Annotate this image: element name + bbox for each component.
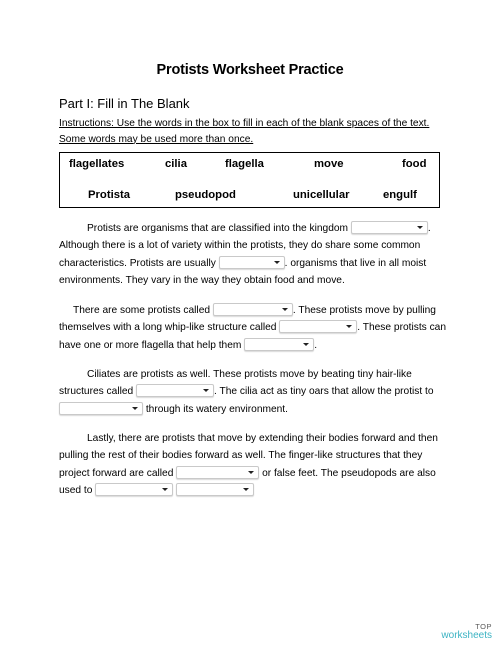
blank-dropdown-1[interactable] [351,221,428,234]
blank-dropdown-3[interactable] [213,303,293,316]
blank-dropdown-7[interactable] [59,402,143,415]
blank-dropdown-5[interactable] [244,338,314,351]
blank-dropdown-6[interactable] [136,384,214,397]
topworksheets-logo[interactable] [436,622,492,640]
paragraph-text: Protists are organisms that are classified into the kingdom [87,223,349,234]
paragraph-text: There are some protists called [73,305,211,316]
word-bank-item: unicellular [293,189,350,201]
word-bank-item: flagella [225,158,264,170]
blank-dropdown-9[interactable] [95,483,173,496]
paragraph-4 [59,430,451,499]
word-bank-item: flagellates [69,158,125,170]
paragraph-text: . The cilia act as tiny oars that allow the protist to [214,386,434,398]
blank-dropdown-2[interactable] [219,256,285,269]
word-bank-item: move [314,158,344,170]
paragraph-text: or false feet. The pseudopods are also used to [59,467,436,496]
word-bank-item: cilia [165,158,187,170]
word-bank-item: food [402,158,427,170]
blank-dropdown-4[interactable] [279,320,357,333]
word-bank-item: Protista [88,189,131,201]
logo-top-text: TOP [475,622,492,631]
paragraph-text: . These protists move by pulling themselves with a long whip-like structure called [59,305,436,334]
paragraph-text: . Although there is a lot of variety within the protists, they do share some common characteristics. Protists are usually [59,223,431,269]
word-bank-item: engulf [383,189,417,201]
paragraph-text: Ciliates are protists as well. These protists move by beating tiny hair-like structures called [59,369,412,398]
paragraph-text: through its watery environment. [145,403,288,415]
instructions: Instructions: Use the words in the box to fill in each of the blank spaces of the text. Some words may be used more than once. [59,118,430,145]
paragraph-3 [59,366,451,418]
blank-dropdown-10[interactable] [176,483,254,496]
paragraph-text: . organisms that live in all moist environments. They vary in the way they obtain food and move. [59,257,427,286]
blank-dropdown-8[interactable] [176,466,259,479]
word-bank-item: pseudopod [175,189,236,201]
worksheet-title: Protists Worksheet Practice [156,62,344,78]
paragraph-text: . [314,339,318,351]
word-bank [59,152,440,208]
part-heading: Part I: Fill in The Blank [59,96,190,111]
logo-name-text: worksheets [441,630,492,641]
paragraph-1 [59,220,451,289]
paragraph-text: . These protists can have one or more flagella that help them [59,322,446,351]
paragraph-2 [59,302,451,354]
paragraph-text: Lastly, there are protists that move by extending their bodies forward and then pulling the rest of their bodies forward as well. The finger-like structures that they project forward are called [59,433,438,479]
